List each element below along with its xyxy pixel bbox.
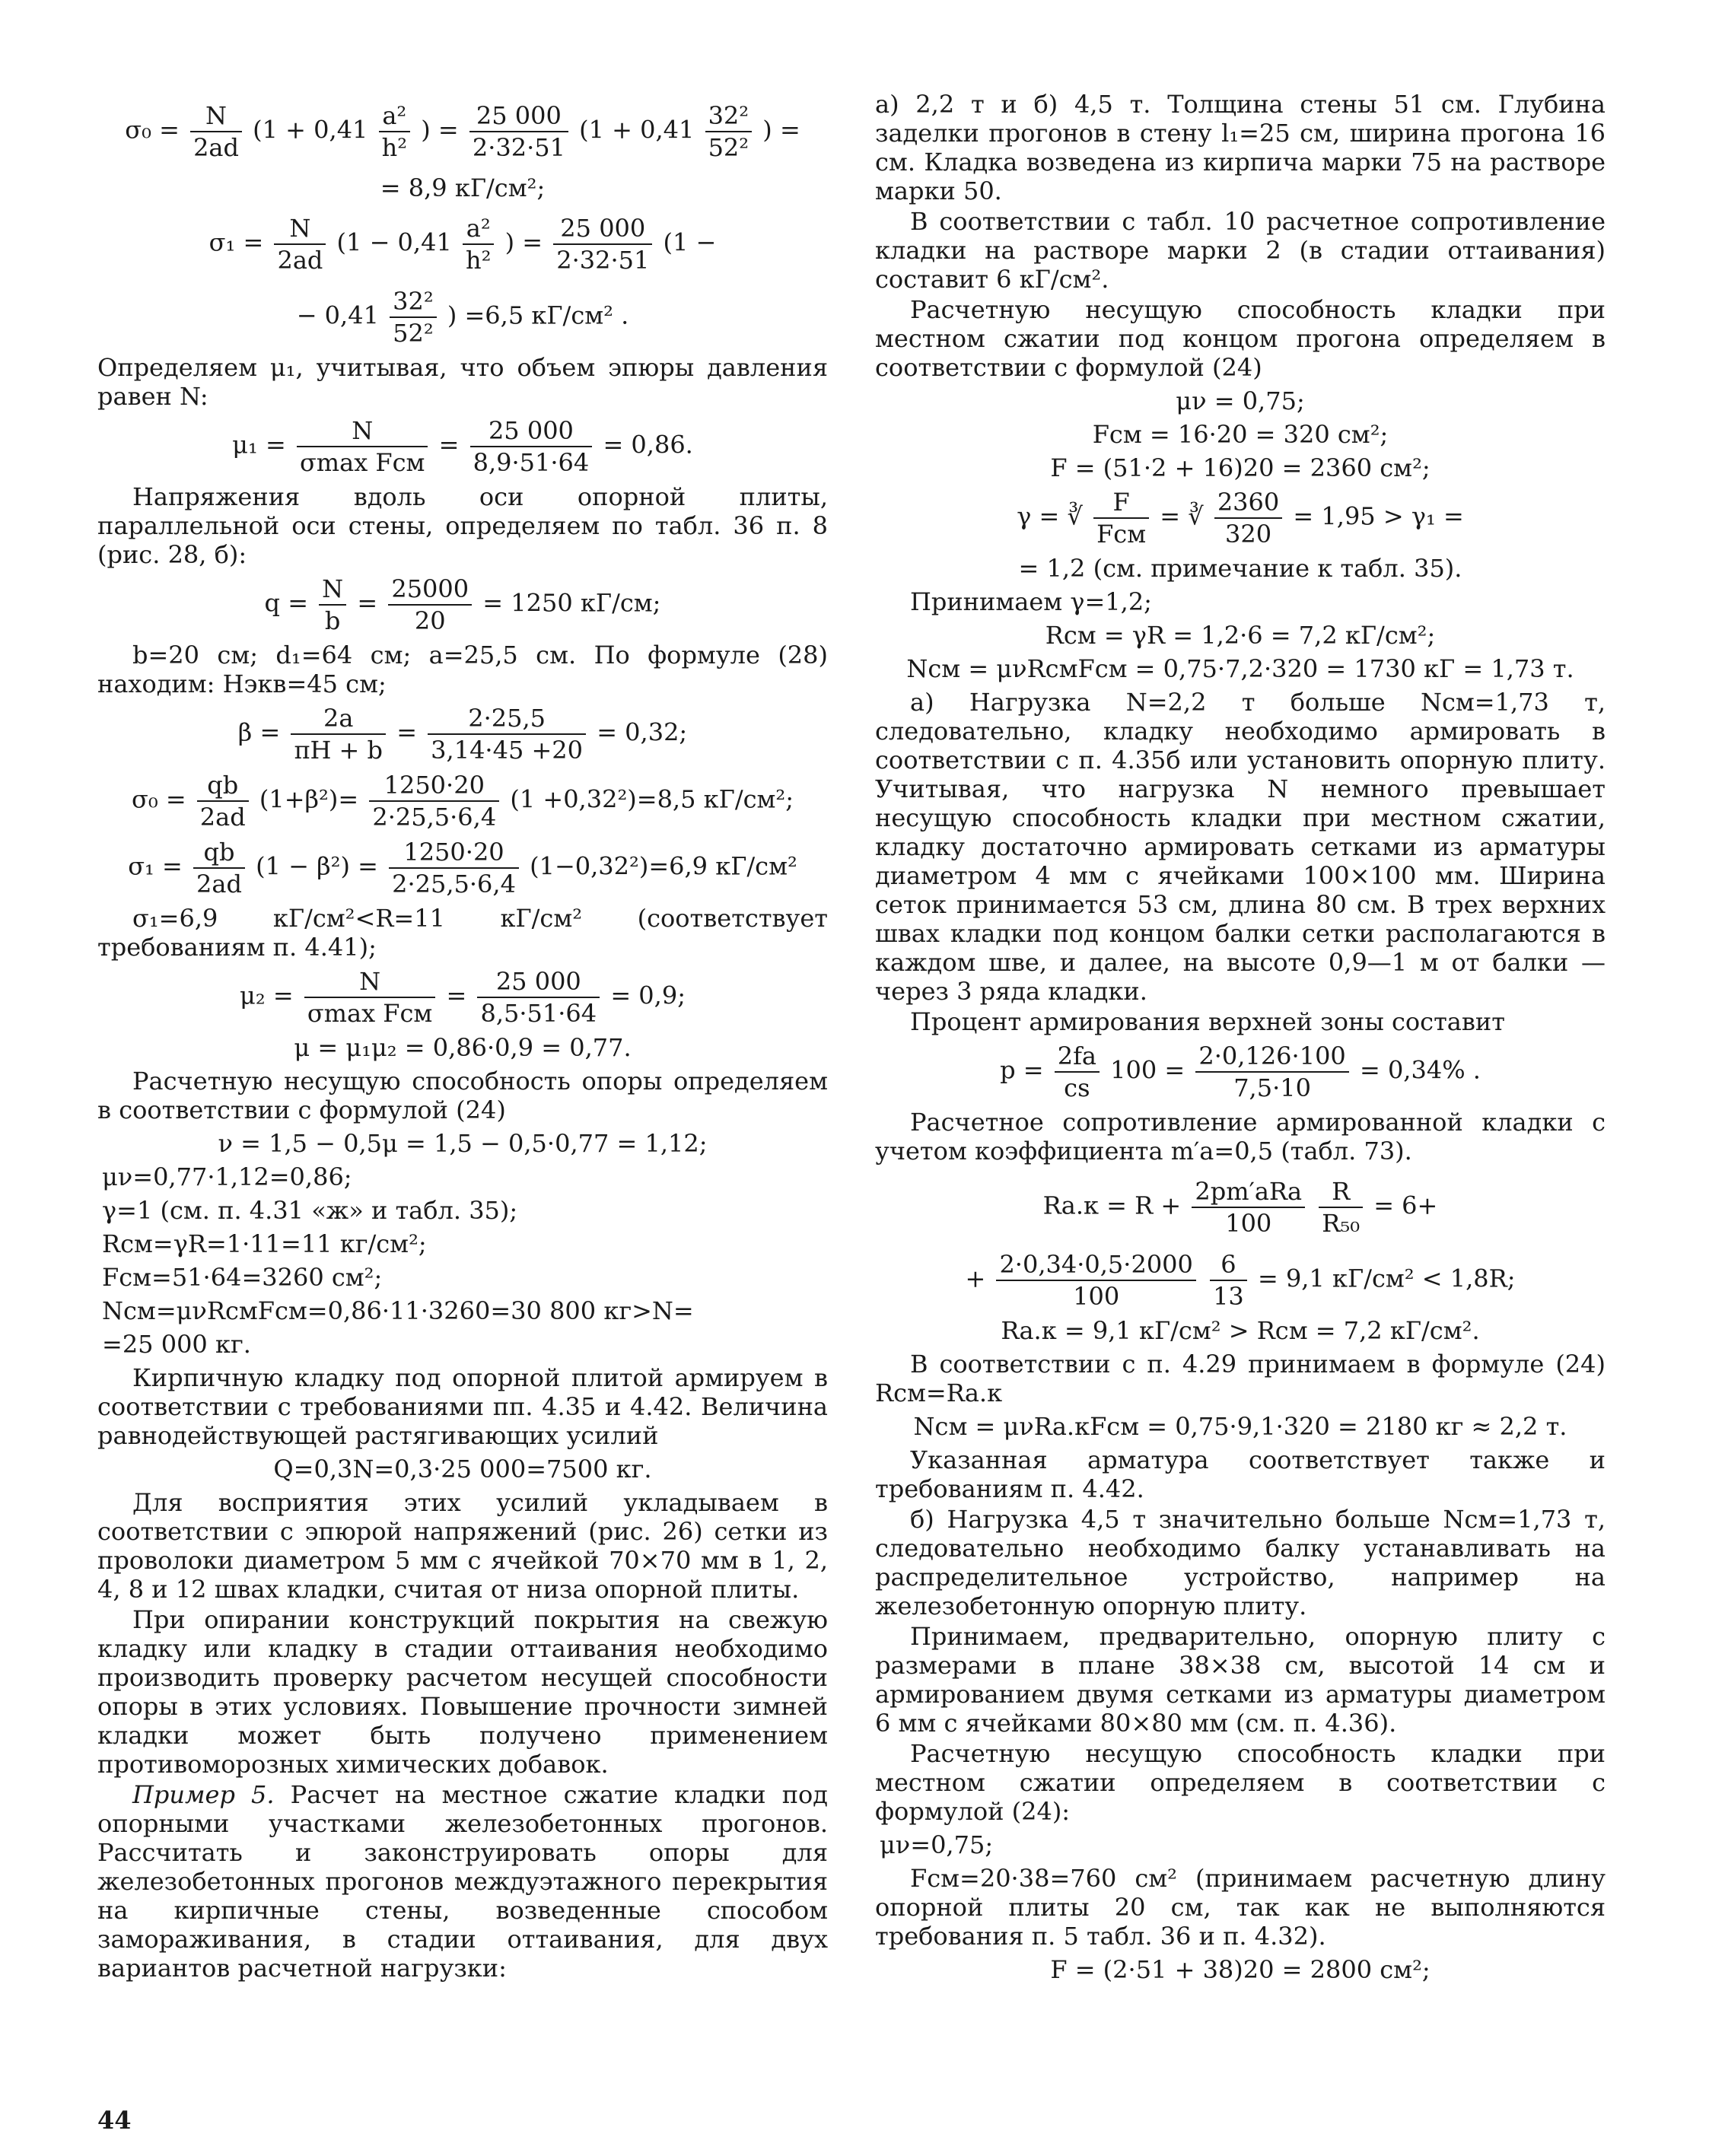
denominator: 100 (1073, 1282, 1120, 1311)
formula-line: μν = 0,75; (1176, 386, 1305, 415)
formula-text: = 0,32; (597, 717, 688, 747)
denominator: 20 (414, 606, 446, 635)
formula-text: ) = (504, 227, 543, 257)
example-text: Расчет на местное сжатие кладки под опорными участками железобетонных прогонов. Рассчитать и законструировать опоры для железобетонных прогонов междуэтажного перекрытия на кирпичные стены, возведенные способом замораживания, в стадии оттаивания, для двух вариантов расчетной нагрузки: (97, 1780, 828, 1983)
numerator: 6 (1210, 1249, 1247, 1281)
numerator: 1250·20 (389, 837, 519, 869)
formula-line: Rсм=γR=1·11=11 кг/см²; (102, 1229, 427, 1258)
paragraph: Процент армирования верхней зоны составит (910, 1007, 1505, 1036)
denominator: h² (381, 133, 408, 162)
fraction (553, 213, 652, 275)
formula-text: β = (237, 717, 281, 747)
formula-text: = 1250 кГ/см; (482, 588, 661, 618)
page-number: 44 (97, 2106, 132, 2135)
numerator: 32² (705, 100, 753, 132)
formula-Rak-continued (875, 1249, 1606, 1312)
fraction (705, 100, 753, 163)
formula-text: = 9,1 кГ/см² < 1,8R; (1257, 1264, 1516, 1293)
formula-text: − 0,41 (296, 301, 379, 330)
paragraph: b=20 см; d₁=64 см; a=25,5 см. По формуле (28) находим: Hэкв=45 см; (97, 641, 828, 698)
formula-line: μν=0,75; (880, 1830, 994, 1859)
denominator: h² (465, 246, 492, 275)
formula-text: ) = (421, 115, 459, 145)
denominator: cs (1064, 1073, 1090, 1102)
formula-sigma1 (97, 213, 828, 275)
formula-text: = ∛ (1160, 501, 1204, 531)
formula-line: Rа.к = 9,1 кГ/см² > Rсм = 7,2 кГ/см². (1001, 1316, 1480, 1345)
fraction (379, 100, 410, 163)
paragraph: В соответствии с табл. 10 расчетное сопротивление кладки на растворе марки 2 (в стадии оттаивания) составит 6 кГ/см². (875, 207, 1606, 294)
numerator: R (1319, 1176, 1363, 1208)
paragraph: Определяем μ₁, учитывая, что объем эпюры давления равен N: (97, 353, 828, 411)
fraction (463, 213, 494, 275)
numerator: 2·25,5 (428, 703, 586, 735)
formula-text: (1 + 0,41 (253, 115, 368, 145)
paragraph: а) 2,2 т и б) 4,5 т. Толщина стены 51 см. Глубина заделки прогонов в стену l₁=25 см, ширина прогона 16 см. Кладка возведена из кирпича марки 75 на растворе марки 50. (875, 90, 1606, 205)
left-column (97, 90, 828, 1984)
fraction (1055, 1041, 1100, 1103)
formula-line: γ=1 (см. п. 4.31 «ж» и табл. 35); (102, 1196, 518, 1225)
paragraph: Fсм=20·38=760 см² (принимаем расчетную длину опорной плиты 20 см, так как не выполняются требования п. 5 табл. 36 и п. 4.32). (875, 1864, 1606, 1951)
denominator: 2·32·51 (472, 133, 565, 162)
paragraph: Расчетную несущую способность кладки при местном сжатии под концом прогона определяем в соответствии с формулой (24) (875, 295, 1606, 382)
formula-text: σ₁ = (128, 851, 183, 881)
formula-sigma1-q (97, 837, 828, 899)
denominator: b (324, 606, 341, 635)
numerator: N (297, 415, 428, 447)
fraction (1210, 1249, 1247, 1312)
fraction (1319, 1176, 1363, 1239)
formula-text: μ₁ = (232, 430, 286, 460)
formula-line: Fсм = 16·20 = 320 см²; (1092, 420, 1389, 449)
numerator: 1250·20 (369, 770, 499, 802)
formula-Rak (875, 1176, 1606, 1239)
numerator: 25 000 (477, 966, 600, 998)
formula-sigma1-continued (97, 286, 828, 348)
formula-beta (97, 703, 828, 765)
numerator: N (319, 574, 346, 606)
numerator: 2·0,126·100 (1195, 1041, 1348, 1073)
denominator: 13 (1213, 1282, 1244, 1311)
formula-text: μ₂ = (240, 981, 294, 1010)
fraction (291, 703, 386, 765)
formula-text: (1+β²)= (259, 784, 359, 814)
numerator: 2a (291, 703, 386, 735)
numerator: a² (379, 100, 410, 132)
formula-text: = 0,9; (610, 981, 686, 1010)
formula-text: = 1,95 > γ₁ = (1293, 501, 1464, 531)
formula-mu: μ = μ₁μ₂ = 0,86·0,9 = 0,77. (294, 1033, 632, 1062)
formula-text: (1 − 0,41 (336, 227, 452, 257)
denominator: 2ad (277, 246, 323, 275)
paragraph: Расчетную несущую способность опоры определяем в соответствии с формулой (24) (97, 1067, 828, 1124)
fraction (369, 770, 499, 832)
fraction (388, 574, 472, 636)
numerator: N (274, 213, 326, 245)
paragraph: Указанная арматура соответствует также и требованиям п. 4.42. (875, 1445, 1606, 1503)
denominator: 2·32·51 (556, 246, 650, 275)
formula-text: 100 = (1110, 1055, 1185, 1085)
numerator: F (1093, 487, 1149, 519)
denominator: 7,5·10 (1233, 1073, 1311, 1102)
formula-q (97, 574, 828, 636)
paragraph: σ₁=6,9 кГ/см²<R=11 кГ/см² (соответствует требованиям п. 4.41); (97, 904, 828, 962)
formula-line: μν=0,77·1,12=0,86; (102, 1162, 352, 1191)
numerator: N (190, 100, 242, 132)
fraction (1192, 1176, 1305, 1239)
numerator: a² (463, 213, 494, 245)
fraction (304, 966, 436, 1029)
fraction (1195, 1041, 1348, 1103)
formula-text: q = (264, 588, 308, 618)
paragraph: б) Нагрузка 4,5 т значительно больше Nсм=1,73 т, следовательно необходимо балку устанавливать на распределительное устройство, например на железобетонную опорную плиту. (875, 1505, 1606, 1620)
fraction (477, 966, 600, 1029)
example-title: Пример 5. (132, 1780, 275, 1809)
denominator: 2·25,5·6,4 (372, 803, 497, 832)
formula-text: = 0,34% . (1359, 1055, 1481, 1085)
formula-text: (1 − β²) = (256, 851, 378, 881)
fraction (390, 286, 437, 348)
paragraph: Расчетное сопротивление армированной кладки с учетом коэффициента m′а=0,5 (табл. 73). (875, 1108, 1606, 1165)
paragraph: Напряжения вдоль оси опорной плиты, параллельной оси стены, определяем по табл. 36 п. 8 (рис. 28, б): (97, 482, 828, 569)
numerator: qb (193, 837, 245, 869)
formula-line: =25 000 кг. (102, 1330, 251, 1359)
numerator: N (304, 966, 436, 998)
fraction (190, 100, 242, 163)
fraction (297, 415, 428, 478)
formula-mu1 (97, 415, 828, 478)
formula-text: (1−0,32²)=6,9 кГ/см² (530, 851, 797, 881)
denominator: 52² (393, 319, 434, 348)
denominator: πH + b (294, 736, 383, 765)
denominator: Fсм (1096, 520, 1147, 549)
formula-nu: ν = 1,5 − 0,5μ = 1,5 − 0,5·0,77 = 1,12; (218, 1129, 708, 1158)
formula-text: = 0,86. (603, 430, 693, 460)
fraction (197, 770, 249, 832)
formula-text: + (965, 1264, 986, 1293)
paragraph: При опирании конструкций покрытия на свежую кладку или кладку в стадии оттаивания необходимо производить проверку расчетом несущей способности опоры в этих условиях. Повышение прочности зимней кладки может быть получено применением противоморозных химических добавок. (97, 1605, 828, 1779)
denominator: 8,9·51·64 (473, 448, 590, 477)
numerator: 2pm′аRа (1192, 1176, 1305, 1208)
fraction (1214, 487, 1282, 549)
fraction (193, 837, 245, 899)
formula-mu2 (97, 966, 828, 1029)
paragraph: В соответствии с п. 4.29 принимаем в формуле (24) Rсм=Rа.к (875, 1350, 1606, 1407)
fraction (428, 703, 586, 765)
fraction (319, 574, 346, 636)
formula-line: Nсм=μνRсмFсм=0,86·11·3260=30 800 кг>N= (102, 1296, 694, 1325)
formula-line: Fсм=51·64=3260 см²; (102, 1263, 383, 1292)
paragraph: Принимаем γ=1,2; (910, 587, 1152, 616)
denominator: 2ad (199, 803, 246, 832)
paragraph-example (97, 1780, 828, 1983)
numerator: 25 000 (553, 213, 652, 245)
denominator: σmax Fсм (299, 448, 425, 477)
denominator: σmax Fсм (307, 999, 433, 1028)
denominator: 3,14·45 +20 (431, 736, 584, 765)
formula-gamma (875, 487, 1606, 549)
numerator: qb (197, 770, 249, 802)
numerator: 25 000 (470, 415, 593, 447)
formula-line: Rсм = γR = 1,2·6 = 7,2 кГ/см²; (1045, 621, 1436, 650)
formula-text: Rа.к = R + (1042, 1191, 1182, 1220)
denominator: 2ad (193, 133, 239, 162)
paragraph: Принимаем, предварительно, опорную плиту с размерами в плане 38×38 см, высотой 14 см и армированием двумя сетками из арматуры диаметром 6 мм с ячейками 80×80 мм (см. п. 4.36). (875, 1622, 1606, 1738)
paragraph: Кирпичную кладку под опорной плитой армируем в соответствии с требованиями пп. 4.35 и 4.42. Величина равнодействующей растягивающих усилий (97, 1363, 828, 1450)
numerator: 2360 (1214, 487, 1282, 519)
formula-text: ) =6,5 кГ/см² . (447, 301, 629, 330)
fraction (996, 1249, 1195, 1312)
numerator: 32² (390, 286, 437, 318)
formula-text: = (396, 717, 417, 747)
right-column (875, 90, 1606, 1989)
formula-sigma0-result: = 8,9 кГ/см²; (380, 173, 546, 202)
numerator: 25000 (388, 574, 472, 606)
formula-line: F = (2·51 + 38)20 = 2800 см²; (1050, 1955, 1431, 1984)
formula-text: = (438, 430, 460, 460)
formula-text: σ₀ = (131, 784, 186, 814)
formula-text: (1 +0,32²)=8,5 кГ/см²; (510, 784, 794, 814)
denominator: 320 (1224, 520, 1272, 549)
numerator: 2·0,34·0,5·2000 (996, 1249, 1195, 1281)
formula-text: σ₀ = (125, 115, 180, 145)
formula-line: Nсм = μνRсмFсм = 0,75·7,2·320 = 1730 кГ = 1,73 т. (906, 654, 1574, 683)
denominator: 8,5·51·64 (480, 999, 597, 1028)
fraction (469, 100, 568, 163)
denominator: 52² (708, 133, 749, 162)
denominator: R₅₀ (1322, 1209, 1361, 1238)
numerator: 25 000 (469, 100, 568, 132)
formula-line: = 1,2 (см. примечание к табл. 35). (1018, 554, 1462, 583)
numerator: 2fa (1055, 1041, 1100, 1073)
fraction (389, 837, 519, 899)
formula-text: σ₁ = (208, 227, 264, 257)
fraction (1093, 487, 1149, 549)
formula-line: F = (51·2 + 16)20 = 2360 см²; (1050, 453, 1431, 482)
fraction (274, 213, 326, 275)
formula-text: γ = ∛ (1017, 501, 1083, 531)
formula-text: ) = (762, 115, 800, 145)
formula-Q: Q=0,3N=0,3·25 000=7500 кг. (273, 1455, 652, 1483)
formula-line: Nсм = μνRа.кFсм = 0,75·9,1·320 = 2180 кг ≈ 2,2 т. (913, 1412, 1567, 1441)
formula-text: (1 − (663, 227, 717, 257)
fraction (470, 415, 593, 478)
formula-text: = 6+ (1373, 1191, 1438, 1220)
formula-sigma0-q (97, 770, 828, 832)
formula-text: = (446, 981, 467, 1010)
formula-text: p = (1000, 1055, 1044, 1085)
paragraph: Для восприятия этих усилий укладываем в соответствии с эпюрой напряжений (рис. 26) сетки из проволоки диаметром 5 мм с ячейкой 70×70 мм в 1, 2, 4, 8 и 12 швах кладки, считая от низа опорной плиты. (97, 1488, 828, 1604)
paragraph: а) Нагрузка N=2,2 т больше Nсм=1,73 т, следовательно, кладку необходимо армировать в соответствии с п. 4.35б или установить опорную плиту. Учитывая, что нагрузка N немного превышает несущую способность кладки при местном сжатии, кладку достаточно армировать сетками из арматуры диаметром 4 мм с ячейками 100×100 мм. Ширина сеток принимается 53 см, длина 80 см. В трех верхних швах кладки под концом балки сетки располагаются в каждом шве, и далее, на высоте 0,9—1 м от балки — через 3 ряда кладки. (875, 688, 1606, 1006)
formula-sigma0 (97, 100, 828, 163)
denominator: 100 (1225, 1209, 1272, 1238)
paragraph: Расчетную несущую способность кладки при местном сжатии определяем в соответствии с формулой (24): (875, 1739, 1606, 1826)
denominator: 2ad (196, 870, 242, 898)
formula-text: (1 + 0,41 (579, 115, 695, 145)
formula-text: = (357, 588, 378, 618)
formula-p (875, 1041, 1606, 1103)
denominator: 2·25,5·6,4 (392, 870, 516, 898)
